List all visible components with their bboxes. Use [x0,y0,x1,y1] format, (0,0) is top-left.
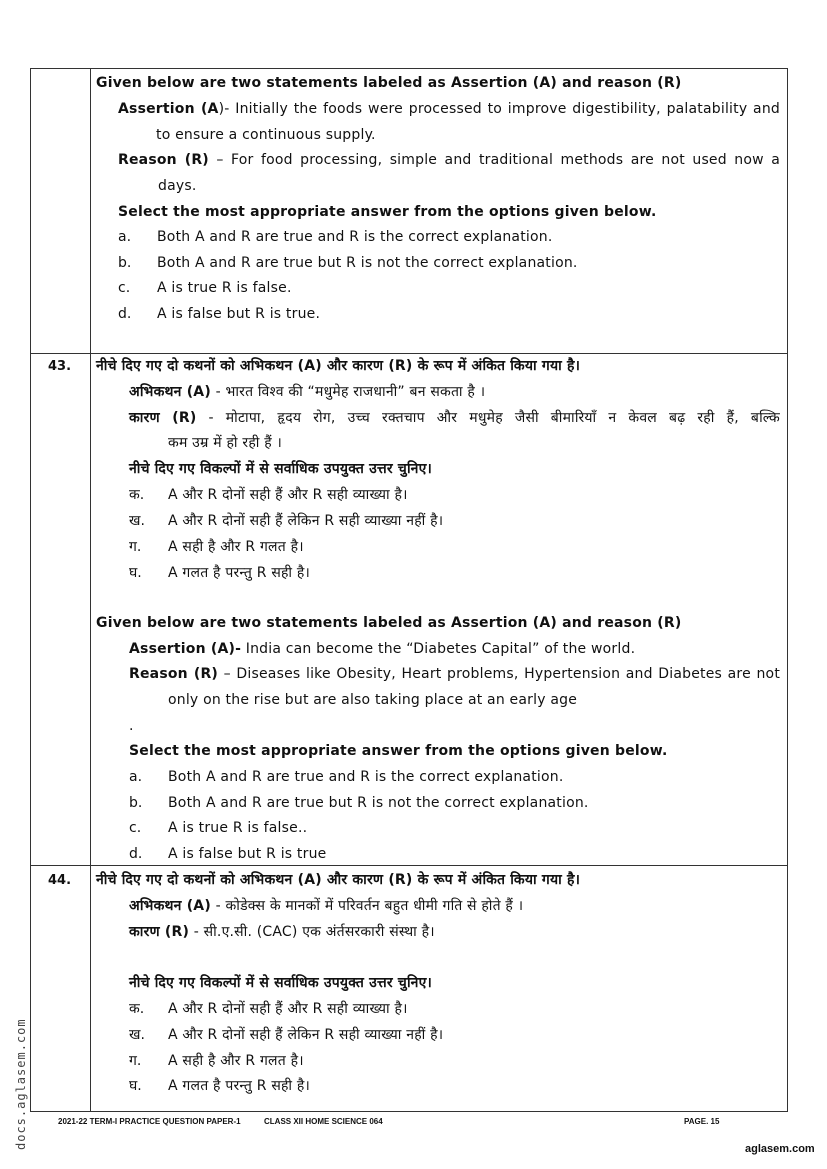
option-label: a. [129,769,143,785]
option-text: A और R दोनों सही हैं लेकिन R सही व्याख्या नहीं है। [168,1027,444,1043]
q42-reason-text: – For food processing, simple and traditional methods are not used now a [208,152,781,168]
question-number: 44. [48,873,72,888]
footer-class: CLASS XII HOME SCIENCE 064 [264,1117,383,1126]
q42-reason-line1 [118,151,780,169]
q44-hindi-intro: नीचे दिए गए दो कथनों को अभिकथन (A) और कारण (R) के रूप में अंकित किया गया है। [96,872,581,888]
option-label: घ. [129,1078,142,1094]
q44-hindi-assertion-label: अभिकथन (A) [129,898,211,914]
q43-reason-line1 [129,665,780,683]
option-text: A गलत है परन्तु R सही है। [168,565,311,581]
option-text: A is false but R is true. [157,306,321,322]
option-label: b. [129,795,143,811]
option-label: a. [118,229,132,245]
q43-reason-text: – Diseases like Obesity, Heart problems, Hypertension and Diabetes are not [218,666,781,682]
option-label: ख. [129,513,145,529]
q43-hindi-intro: नीचे दिए गए दो कथनों को अभिकथन (A) और कारण (R) के रूप में अंकित किया गया है। [96,358,581,374]
q43-hindi-assertion-text: - भारत विश्व की “मधुमेह राजधानी” बन सकता है । [210,384,486,400]
side-watermark: docs.aglasem.com [14,1018,28,1150]
option-label: क. [129,1001,145,1017]
option-text: A सही है और R गलत है। [168,1053,304,1069]
q43-hindi-assertion-label: अभिकथन (A) [129,384,211,400]
q43-intro: Given below are two statements labeled as Assertion (A) and reason (R) [96,615,682,631]
option-text: A गलत है परन्तु R सही है। [168,1078,311,1094]
option-text: Both A and R are true but R is not the correct explanation. [168,795,589,811]
option-text: Both A and R are true and R is the correct explanation. [157,229,553,245]
q44-hindi-reason [129,923,435,941]
q43-hindi-assertion [129,383,485,401]
option-text: A और R दोनों सही हैं और R सही व्याख्या है। [168,1001,408,1017]
option-label: ग. [129,539,142,555]
q43-hindi-reason-text: - मोटापा, हृदय रोग, उच्च रक्तचाप और मधुमेह जैसी बीमारियाँ न केवल बढ़ रही हैं, बल्कि [196,410,780,426]
q43-select: Select the most appropriate answer from the options given below. [129,743,668,759]
option-text: A और R दोनों सही हैं लेकिन R सही व्याख्या नहीं है। [168,513,444,529]
q43-hindi-reason-line1 [129,409,780,427]
footer-paper: 2021-22 TERM-I PRACTICE QUESTION PAPER-1 [58,1117,241,1126]
q42-select: Select the most appropriate answer from the options given below. [118,204,657,220]
column-divider [90,69,91,1111]
q42-reason-line2: days. [158,178,197,194]
q44-hindi-reason-text: - सी.ए.सी. (CAC) एक अंर्तसरकारी संस्था है। [189,924,435,940]
q44-hindi-reason-label: कारण (R) [129,924,190,940]
q43-dot: . [129,718,134,734]
q43-hindi-select: नीचे दिए गए विकल्पों में से सर्वाधिक उपयुक्त उत्तर चुनिए। [129,461,433,477]
brand-logo-text: aglasem.com [745,1143,815,1155]
option-text: A is false but R is true [168,846,327,862]
question-table [30,68,788,1112]
q44-hindi-select: नीचे दिए गए विकल्पों में से सर्वाधिक उपयुक्त उत्तर चुनिए। [129,975,433,991]
q42-assertion-label: Assertion (A [118,101,219,117]
q43-reason-label: Reason (R) [129,666,219,682]
footer-page: PAGE. 15 [684,1117,720,1126]
q43-hindi-reason-label: कारण (R) [129,410,197,426]
q43-assertion [129,640,635,658]
option-label: b. [118,255,132,271]
q44-hindi-assertion [129,897,523,915]
option-text: Both A and R are true and R is the correct explanation. [168,769,564,785]
q43-reason-line2: only on the rise but are also taking place at an early age [168,692,578,708]
q43-assertion-label: Assertion (A)- [129,641,242,657]
q42-intro: Given below are two statements labeled as Assertion (A) and reason (R) [96,75,682,91]
option-label: ग. [129,1053,142,1069]
option-label: c. [118,280,131,296]
option-text: A is true R is false.. [168,820,308,836]
q42-assertion-line1 [118,100,780,118]
row-divider [31,353,787,354]
option-label: c. [129,820,142,836]
option-label: d. [129,846,143,862]
q42-reason-label: Reason (R) [118,152,209,168]
option-label: ख. [129,1027,145,1043]
option-text: A सही है और R गलत है। [168,539,304,555]
option-label: घ. [129,565,142,581]
q44-hindi-assertion-text: - कोडेक्स के मानकों में परिवर्तन बहुत धीमी गति से होते हैं । [210,898,524,914]
option-label: d. [118,306,132,322]
q42-assertion-text: )- Initially the foods were processed to improve digestibility, palatability and [218,101,780,117]
option-text: Both A and R are true but R is not the correct explanation. [157,255,578,271]
option-text: A is true R is false. [157,280,292,296]
q43-assertion-text: India can become the “Diabetes Capital” of the world. [241,641,636,657]
option-text: A और R दोनों सही हैं और R सही व्याख्या है। [168,487,408,503]
q42-assertion-line2: to ensure a continuous supply. [156,127,376,143]
question-number: 43. [48,359,72,374]
q43-hindi-reason-line2: कम उम्र में हो रही हैं । [168,435,283,451]
option-label: क. [129,487,145,503]
row-divider [31,865,787,866]
